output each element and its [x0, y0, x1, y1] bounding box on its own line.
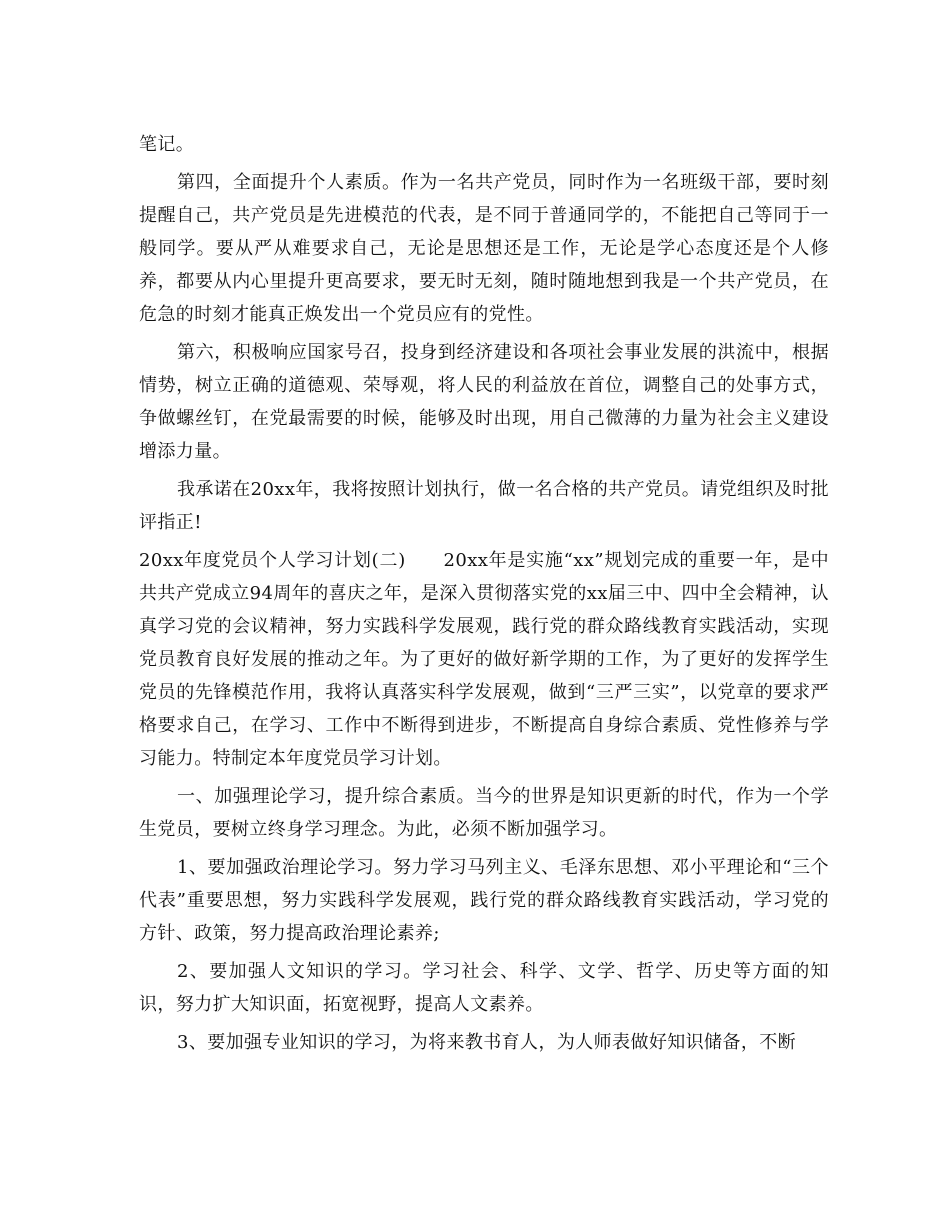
paragraph-professional-knowledge: 3、要加强专业知识的学习，为将来教书育人，为人师表做好知识储备，不断 — [177, 1032, 797, 1053]
paragraph-humanities: 2、要加强人文知识的学习。学习社会、科学、文学、哲学、历史等方面的知识，努力扩大知识面，拓宽视野，提高人文素养。 — [139, 961, 829, 1015]
document-body — [139, 128, 829, 1064]
paragraph-commitment: 我承诺在20xx年，我将按照计划执行，做一名合格的共产党员。请党组织及时批评指正! — [139, 479, 830, 533]
paragraph-notes-ending: 笔记。 — [139, 134, 195, 155]
paragraph-sixth-point: 第六，积极响应国家号召，投身到经济建设和各项社会事业发展的洪流中，根据情势，树立正确的道德观、荣辱观，将人民的利益放在首位，调整自己的处事方式，争做螺丝钉，在党最需要的时候，能够及时出现，用自己微薄的力量为社会主义建设增添力量。 — [139, 342, 829, 462]
paragraph-plan-two-intro: 20xx年度党员个人学习计划(二) 20xx年是实施“xx”规划完成的重要一年，是中共共产党成立94周年的喜庆之年，是深入贯彻落实党的xx届三中、四中全会精神，认真学习党的会议精神，努力实践科学发展观，践行党的群众路线教育实践活动，实现党员教育良好发展的推动之年。为了更好的做好新学期的工作，为了更好的发挥学生党员的先锋模范作用，我将认真落实科学发展观，做到“三严三实”，以党章的要求严格要求自己，在学习、工作中不断得到进步，不断提高自身综合素质、党性修养与学习能力。特制定本年度党员学习计划。 — [139, 550, 829, 769]
paragraph-fourth-point: 第四，全面提升个人素质。作为一名共产党员，同时作为一名班级干部，要时刻提醒自己，共产党员是先进模范的代表，是不同于普通同学的，不能把自己等同于一般同学。要从严从难要求自己，无论是思想还是工作，无论是学心态度还是个人修养，都要从内心里提升更高要求，要无时无刻，随时随地想到我是一个共产党员，在危急的时刻才能真正焕发出一个党员应有的党性。 — [139, 172, 829, 325]
paragraph-theory-study: 一、加强理论学习，提升综合素质。当今的世界是知识更新的时代，作为一个学生党员，要树立终身学习理念。为此，必须不断加强学习。 — [139, 786, 829, 840]
paragraph-political-theory: 1、要加强政治理论学习。努力学习马列主义、毛泽东思想、邓小平理论和“三个代表”重要思想，努力实践科学发展观，践行党的群众路线教育实践活动，学习党的方针、政策，努力提高政治理论素养; — [139, 857, 829, 944]
